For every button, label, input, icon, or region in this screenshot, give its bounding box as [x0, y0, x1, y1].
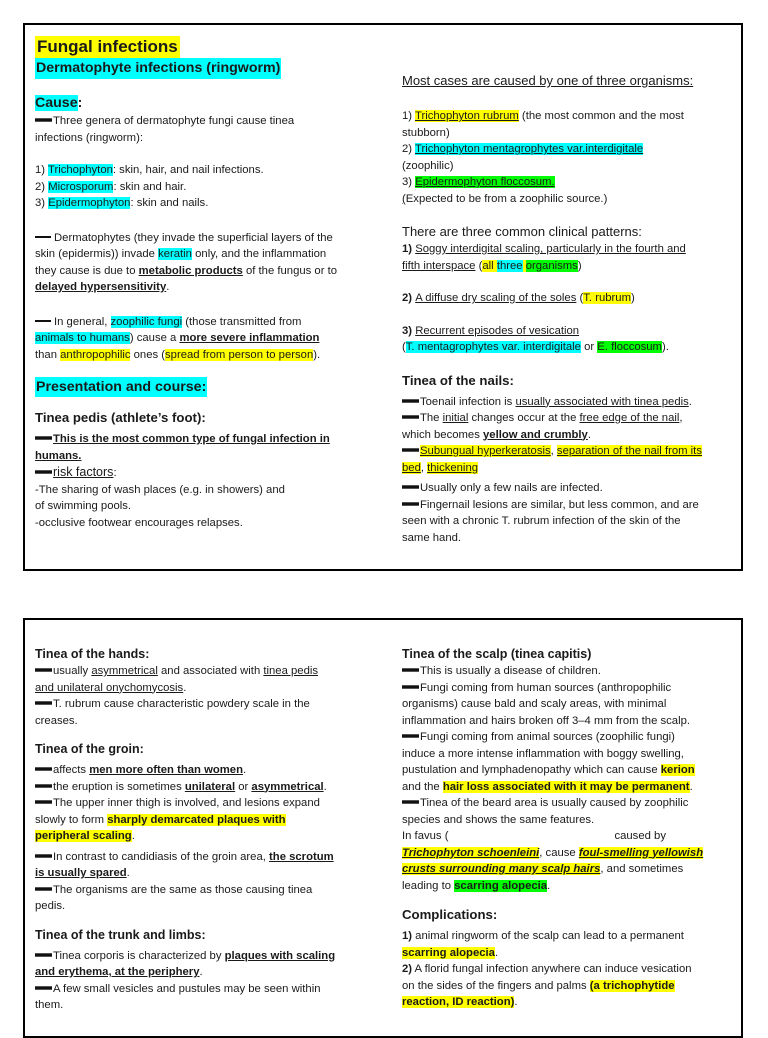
complication-item: 1) animal ringworm of the scalp can lead to a permanent scarring alopecia.: [402, 930, 684, 959]
complications-heading: Complications:: [402, 907, 498, 922]
arrow-bullet-icon: [402, 399, 419, 403]
risk-factor-item: -occlusive footwear encourages relapses.: [35, 516, 243, 529]
cause-heading: Cause:: [35, 95, 83, 111]
scalp-item: Tinea of the beard area is usually caused by zoophilic species and shows the same features.: [402, 797, 689, 826]
scalp-item: Fungi coming from animal sources (zoophilic fungi) induce a more intense inflammation with boggy swelling, pustulation and lymphadenopathy which can cause kerion and the hair loss associated with it may be permanent.: [402, 731, 695, 793]
document-title: Fungal infections: [37, 37, 178, 56]
arrow-bullet-icon: [35, 436, 52, 440]
groin-item: In contrast to candidiasis of the groin area, the scrotum is usually spared.: [35, 850, 334, 879]
trunk-item: A few small vesicles and pustules may be seen within them.: [35, 982, 321, 1011]
risk-factor-item: -The sharing of wash places (e.g. in showers) and of swimming pools.: [35, 483, 285, 512]
zoophilic-paragraph: In general, zoophilic fungi (those transmitted from animals to humans) cause a more severe inflammation than anthropophilic ones (spread from person to person).: [35, 315, 321, 361]
arrow-bullet-icon: [35, 784, 52, 788]
groin-item: the eruption is sometimes unilateral or asymmetrical.: [35, 779, 370, 796]
cause-intro: Three genera of dermatophyte fungi cause tinea infections (ringworm):: [35, 115, 295, 144]
arrow-bullet-icon: [402, 448, 419, 452]
arrow-bullet-icon: [35, 668, 52, 672]
arrow-bullet-icon: [35, 767, 52, 771]
page1-left-column: [35, 36, 370, 531]
dermatophytes-paragraph: Dermatophytes (they invade the superficial layers of the skin (epidermis)) invade keratin only, and the inflammation they cause is due to metabolic products of the fungus or to delayed hypersensitivity.: [35, 231, 338, 293]
organism-item: 2) Trichophyton mentagrophytes var.interdigitale (zoophilic): [402, 143, 644, 172]
trunk-heading: Tinea of the trunk and limbs:: [35, 927, 206, 942]
groin-heading: Tinea of the groin:: [35, 742, 144, 756]
pedis-common: This is the most common type of fungal infection in humans.: [35, 433, 330, 462]
patterns-heading: There are three common clinical patterns:: [402, 224, 642, 239]
page-2: [23, 618, 743, 1038]
arrow-bullet-icon: [402, 685, 419, 689]
nail-item: Fingernail lesions are similar, but less common, and are seen with a chronic T. rubrum infection of the skin of the same hand.: [402, 498, 699, 544]
favus-paragraph: In favus ( caused by Trichophyton schoenleini, cause foul-smelling yellowish crusts surrounding many scalp hairs, and sometimes leading to scarring alopecia.: [402, 830, 704, 892]
arrow-bullet-icon: [35, 887, 52, 891]
section-subtitle: Dermatophyte infections (ringworm): [35, 58, 281, 79]
arrow-bullet-icon: [402, 668, 419, 672]
arrow-bullet-icon: [35, 986, 52, 990]
complication-item: 2) A florid fungal infection anywhere can induce vesication on the sides of the fingers and palms (a trichophytide reaction, ID reaction).: [402, 963, 692, 1008]
pattern-item: 1) Soggy interdigital scaling, particularly in the fourth and fifth interspace (all three organisms): [402, 243, 686, 272]
hands-heading: Tinea of the hands:: [35, 647, 150, 661]
arrow-bullet-icon: [402, 800, 419, 804]
nail-item: Toenail infection is usually associated with tinea pedis.: [402, 394, 732, 411]
scalp-item: Fungi coming from human sources (anthropophilic organisms) cause bald and scaly areas, with minimal inflammation and hairs broken off 3–4 mm from the scalp.: [402, 681, 690, 727]
arrow-bullet-icon: [35, 701, 52, 705]
arrow-bullet-icon: [35, 470, 52, 474]
arrow-bullet-icon: [35, 800, 52, 804]
organism-item: 3) Epidermophyton floccosum. (Expected to be from a zoophilic source.): [402, 176, 608, 205]
hands-item: usually asymmetrical and associated with tinea pedis and unilateral onychomycosis.: [35, 665, 319, 694]
presentation-heading: Presentation and course:: [36, 379, 207, 395]
dash-bullet-icon: [35, 320, 51, 322]
arrow-bullet-icon: [35, 953, 52, 957]
hands-item: T. rubrum cause characteristic powdery scale in the creases.: [35, 698, 310, 727]
dash-bullet-icon: [35, 236, 51, 238]
arrow-bullet-icon: [402, 734, 419, 738]
nail-item: Usually only a few nails are infected.: [402, 480, 732, 497]
page2-right-column: [402, 646, 732, 1011]
pattern-item: 3) Recurrent episodes of vesication (T. mentagrophytes var. interdigitale or E. floccosum).: [402, 324, 669, 353]
arrow-bullet-icon: [402, 415, 419, 419]
nail-item: Subungual hyperkeratosis, separation of the nail from its bed, thickening: [402, 445, 702, 474]
trunk-item: Tinea corporis is characterized by plaques with scaling and erythema, at the periphery.: [35, 949, 336, 978]
groin-item: The organisms are the same as those causing tinea pedis.: [35, 883, 313, 912]
nails-heading: Tinea of the nails:: [402, 372, 514, 388]
scalp-item: This is usually a disease of children.: [402, 663, 732, 680]
arrow-bullet-icon: [35, 118, 52, 122]
nail-item: The initial changes occur at the free edge of the nail, which becomes yellow and crumbly.: [402, 412, 683, 441]
arrow-bullet-icon: [35, 854, 52, 858]
pattern-item: 2) A diffuse dry scaling of the soles (T. rubrum): [402, 292, 635, 304]
page1-right-column: [402, 36, 732, 546]
arrow-bullet-icon: [402, 485, 419, 489]
organisms-heading: Most cases are caused by one of three organisms:: [402, 73, 694, 88]
risk-factors-label: risk factors:: [35, 464, 370, 482]
genus-item: 1) Trichophyton: skin, hair, and nail infections.: [35, 164, 264, 176]
genus-item: 3) Epidermophyton: skin and nails.: [35, 197, 209, 209]
organism-item: 1) Trichophyton rubrum (the most common and the most stubborn): [402, 110, 684, 139]
page2-left-column: [35, 646, 370, 1014]
groin-item: affects men more often than women.: [35, 762, 370, 779]
page-1: [23, 23, 743, 571]
groin-item: The upper inner thigh is involved, and lesions expand slowly to form sharply demarcated plaques with peripheral scaling.: [35, 797, 320, 842]
scalp-heading: Tinea of the scalp (tinea capitis): [402, 647, 592, 661]
tinea-pedis-heading: Tinea pedis (athlete’s foot):: [35, 410, 206, 425]
arrow-bullet-icon: [402, 502, 419, 506]
genus-item: 2) Microsporum: skin and hair.: [35, 180, 187, 193]
